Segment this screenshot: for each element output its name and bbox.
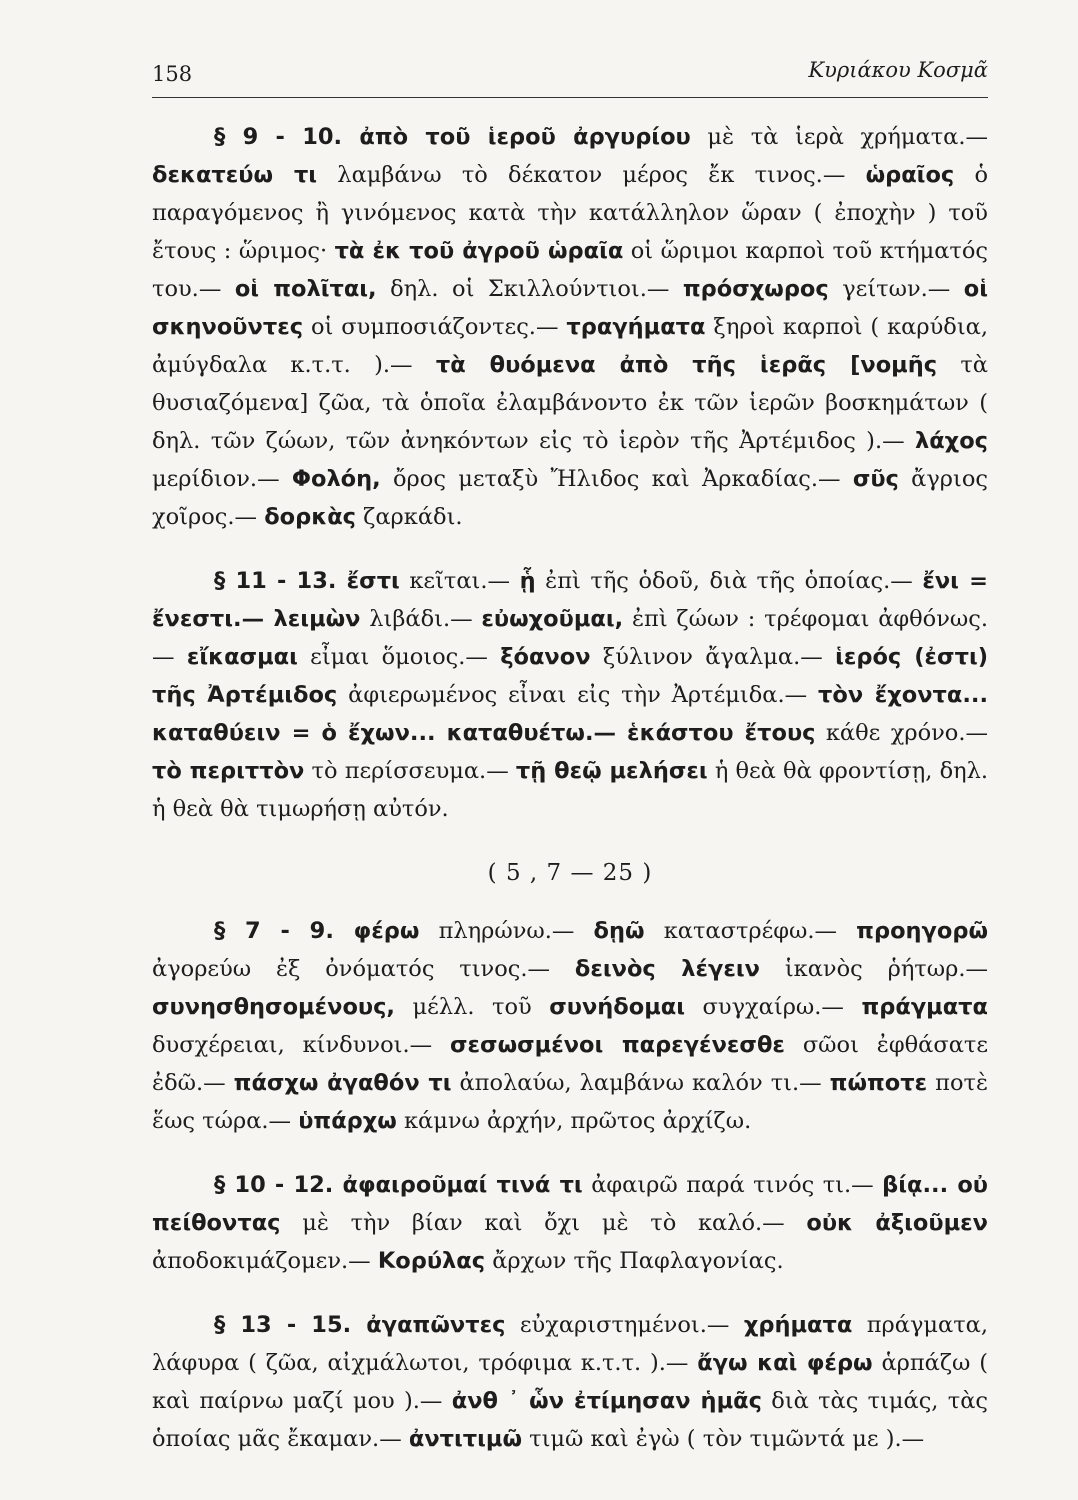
section-heading: ( 5 , 7 — 25 ): [487, 860, 653, 886]
gloss-text: ἀγορεύω ἐξ ὀνόματός τινος.—: [152, 956, 575, 982]
paragraph-13-15: [152, 1306, 988, 1458]
headword: ἀνθ ᾿ ὧν ἐτίμησαν ἡμᾶς: [451, 1388, 762, 1414]
headword: τραγήματα: [566, 314, 706, 340]
running-title: Κυριάκου Κοσμᾶ: [808, 58, 988, 82]
headword: εἴκασμαι: [186, 644, 298, 670]
gloss-text: ἀπολαύω, λαμβάνω καλόν τι.—: [451, 1070, 830, 1096]
headword: οἱ σκηνοῦντες: [152, 276, 988, 340]
gloss-text: τὸ περίσσευμα.—: [304, 758, 516, 784]
headword: οὐκ ἀξιοῦμεν: [806, 1210, 988, 1236]
gloss-text: πληρώνω.—: [419, 918, 594, 944]
gloss-text: τὰ θυσιαζόμενα] ζῶα, τὰ ὁποῖα ἐλαμβάνοντο ἐκ τῶν ἱερῶν βοσκημάτων ( δηλ. τῶν ζώων, τῶν ἀνηκόντων εἰς τὸ ἱερὸν τῆς Ἀρτέμιδος ).—: [152, 352, 989, 454]
gloss-text: ἀποδοκιμάζομεν.—: [152, 1248, 378, 1274]
headword: οἱ πολῖται,: [234, 276, 377, 302]
paragraph-9-10: [152, 118, 988, 536]
headword: Κορύλας: [377, 1248, 486, 1274]
headword: εὐωχοῦμαι,: [481, 606, 624, 632]
gloss-text: εὐχαριστημένοι.—: [505, 1312, 744, 1338]
headword: συνήδομαι: [549, 994, 686, 1020]
gloss-text: δυσχέρειαι, κίνδυνοι.—: [152, 1032, 450, 1058]
gloss-text: λαμβάνω τὸ δέκατον μέρος ἔκ τινος.—: [317, 162, 866, 188]
page-number: 158: [152, 62, 193, 86]
headword: τῇ θεῷ μελήσει: [515, 758, 708, 784]
gloss-text: μὲ τὴν βίαν καὶ ὄχι μὲ τὸ καλό.—: [280, 1210, 807, 1236]
gloss-text: οἱ ὥριμοι καρποὶ τοῦ κτήματός του.—: [152, 238, 989, 302]
gloss-text: διὰ τὰς τιμάς, τὰς ὁποίας μᾶς ἔκαμαν.—: [152, 1388, 988, 1452]
gloss-text: ξύλινον ἄγαλμα.—: [590, 644, 836, 670]
gloss-text: δηλ. οἱ Σκιλλούντιοι.—: [376, 276, 683, 302]
page-body: [152, 118, 988, 1458]
gloss-text: μὲ τὰ ἱερὰ χρήματα.—: [690, 124, 988, 150]
gloss-text: ἄγριος χοῖρος.—: [152, 466, 988, 530]
headword: πρόσχωρος: [682, 276, 829, 302]
gloss-text: ξηροὶ καρποὶ ( καρύδια, ἀμύγδαλα κ.τ.τ. ).—: [152, 314, 988, 378]
headword: λάχος: [914, 428, 988, 454]
gloss-text: ἡ θεὰ θὰ φροντίσῃ, δηλ. ἡ θεὰ θὰ τιμωρήσῃ αὐτόν.: [152, 758, 989, 822]
gloss-text: οἱ συμποσιάζοντες.—: [303, 314, 567, 340]
headword: τὰ θυόμενα ἀπὸ τῆς ἱερᾶς [νομῆς: [435, 352, 938, 378]
gloss-text: ζαρκάδι.: [356, 504, 463, 530]
headword: ἔνι = ἔνεστι.— λειμὼν: [152, 568, 989, 632]
gloss-text: κάμνω ἀρχήν, πρῶτος ἀρχίζω.: [396, 1108, 752, 1134]
headword: τὸ περιττὸν: [152, 758, 305, 784]
gloss-text: ἐπὶ τῆς ὁδοῦ, διὰ τῆς ὁποίας.—: [535, 568, 923, 594]
headword: ὑπάρχω: [298, 1108, 397, 1134]
headword: Φολόη,: [291, 466, 381, 492]
headword: δορκὰς: [264, 504, 356, 530]
gloss-text: τιμῶ καὶ ἐγὼ ( τὸν τιμῶντά με ).—: [522, 1426, 925, 1452]
headword: § 10 - 12. ἀφαιροῦμαί τινά τι: [214, 1172, 583, 1198]
gloss-text: καταστρέφω.—: [644, 918, 857, 944]
gloss-text: ὁ παραγόμενος ἢ γινόμενος κατὰ τὴν κατάλληλον ὥραν ( ἐποχὴν ) τοῦ ἔτους : ὥριμος·: [152, 162, 989, 264]
headword: ἀντιτιμῶ: [408, 1426, 523, 1452]
headword: πράγματα: [861, 994, 988, 1020]
headword: § 13 - 15. ἀγαπῶντες: [214, 1312, 506, 1338]
gloss-text: ἁρπάζω ( καὶ παίρνω μαζί μου ).—: [152, 1350, 988, 1414]
gloss-text: ἱκανὸς ῥήτωρ.—: [760, 956, 988, 982]
gloss-text: ἀφιερωμένος εἶναι εἰς τὴν Ἀρτέμιδα.—: [337, 682, 818, 708]
headword: δῃῶ: [593, 918, 645, 944]
gloss-text: λιβάδι.—: [360, 606, 482, 632]
headword: σῦς: [852, 466, 899, 492]
headword: συνησθησομένους,: [152, 994, 395, 1020]
gloss-text: ποτὲ ἕως τώρα.—: [152, 1070, 989, 1134]
headword: πάσχω ἀγαθόν τι: [233, 1070, 452, 1096]
header-rule: [152, 97, 988, 98]
headword: ᾗ: [519, 568, 536, 594]
gloss-text: ὄρος μεταξὺ Ἤλιδος καὶ Ἀρκαδίας.—: [380, 466, 853, 492]
headword: βίᾳ... οὐ πείθοντας: [152, 1172, 988, 1236]
gloss-text: ἀφαιρῶ παρά τινός τι.—: [582, 1172, 883, 1198]
paragraph-7-9: [152, 912, 988, 1140]
gloss-text: μέλλ. τοῦ: [395, 994, 550, 1020]
headword: ξόανον: [500, 644, 591, 670]
headword: § 7 - 9. φέρω: [214, 918, 420, 944]
headword: ὡραῖος: [865, 162, 955, 188]
headword: πώποτε: [829, 1070, 928, 1096]
headword: δεκατεύω τι: [152, 162, 318, 188]
paragraph-11-13: [152, 562, 988, 828]
gloss-text: γείτων.—: [828, 276, 964, 302]
gloss-text: πράγματα, λάφυρα ( ζῶα, αἰχμάλωτοι, τρόφιμα κ.τ.τ. ).—: [152, 1312, 989, 1376]
paragraph-10-12: [152, 1166, 988, 1280]
headword: σεσωσμένοι παρεγένεσθε: [450, 1032, 785, 1058]
gloss-text: σῶοι ἐφθάσατε ἐδῶ.—: [152, 1032, 988, 1096]
headword: προηγορῶ: [856, 918, 988, 944]
gloss-text: κάθε χρόνο.—: [815, 720, 988, 746]
headword: δεινὸς λέγειν: [574, 956, 760, 982]
headword: χρήματα: [743, 1312, 853, 1338]
headword: τὰ ἐκ τοῦ ἀγροῦ ὡραῖα: [334, 238, 624, 264]
page-header: [152, 58, 988, 94]
gloss-text: συγχαίρω.—: [685, 994, 862, 1020]
headword: ἄγω καὶ φέρω: [697, 1350, 873, 1376]
gloss-text: μερίδιον.—: [152, 466, 292, 492]
headword: τὸν ἔχοντα... καταθύειν = ὁ ἔχων... καταθυέτω.— ἑκάστου ἔτους: [152, 682, 988, 746]
headword: ἱερός (ἐστι) τῆς Ἀρτέμιδος: [152, 644, 988, 708]
gloss-text: εἶμαι ὅμοιος.—: [297, 644, 501, 670]
gloss-text: κεῖται.—: [399, 568, 520, 594]
gloss-text: ἐπὶ ζώων : τρέφομαι ἀφθόνως.—: [152, 606, 989, 670]
headword: § 9 - 10. ἀπὸ τοῦ ἱεροῦ ἀργυρίου: [214, 124, 691, 150]
gloss-text: ἄρχων τῆς Παφλαγονίας.: [485, 1248, 784, 1274]
headword: § 11 - 13. ἔστι: [214, 568, 400, 594]
